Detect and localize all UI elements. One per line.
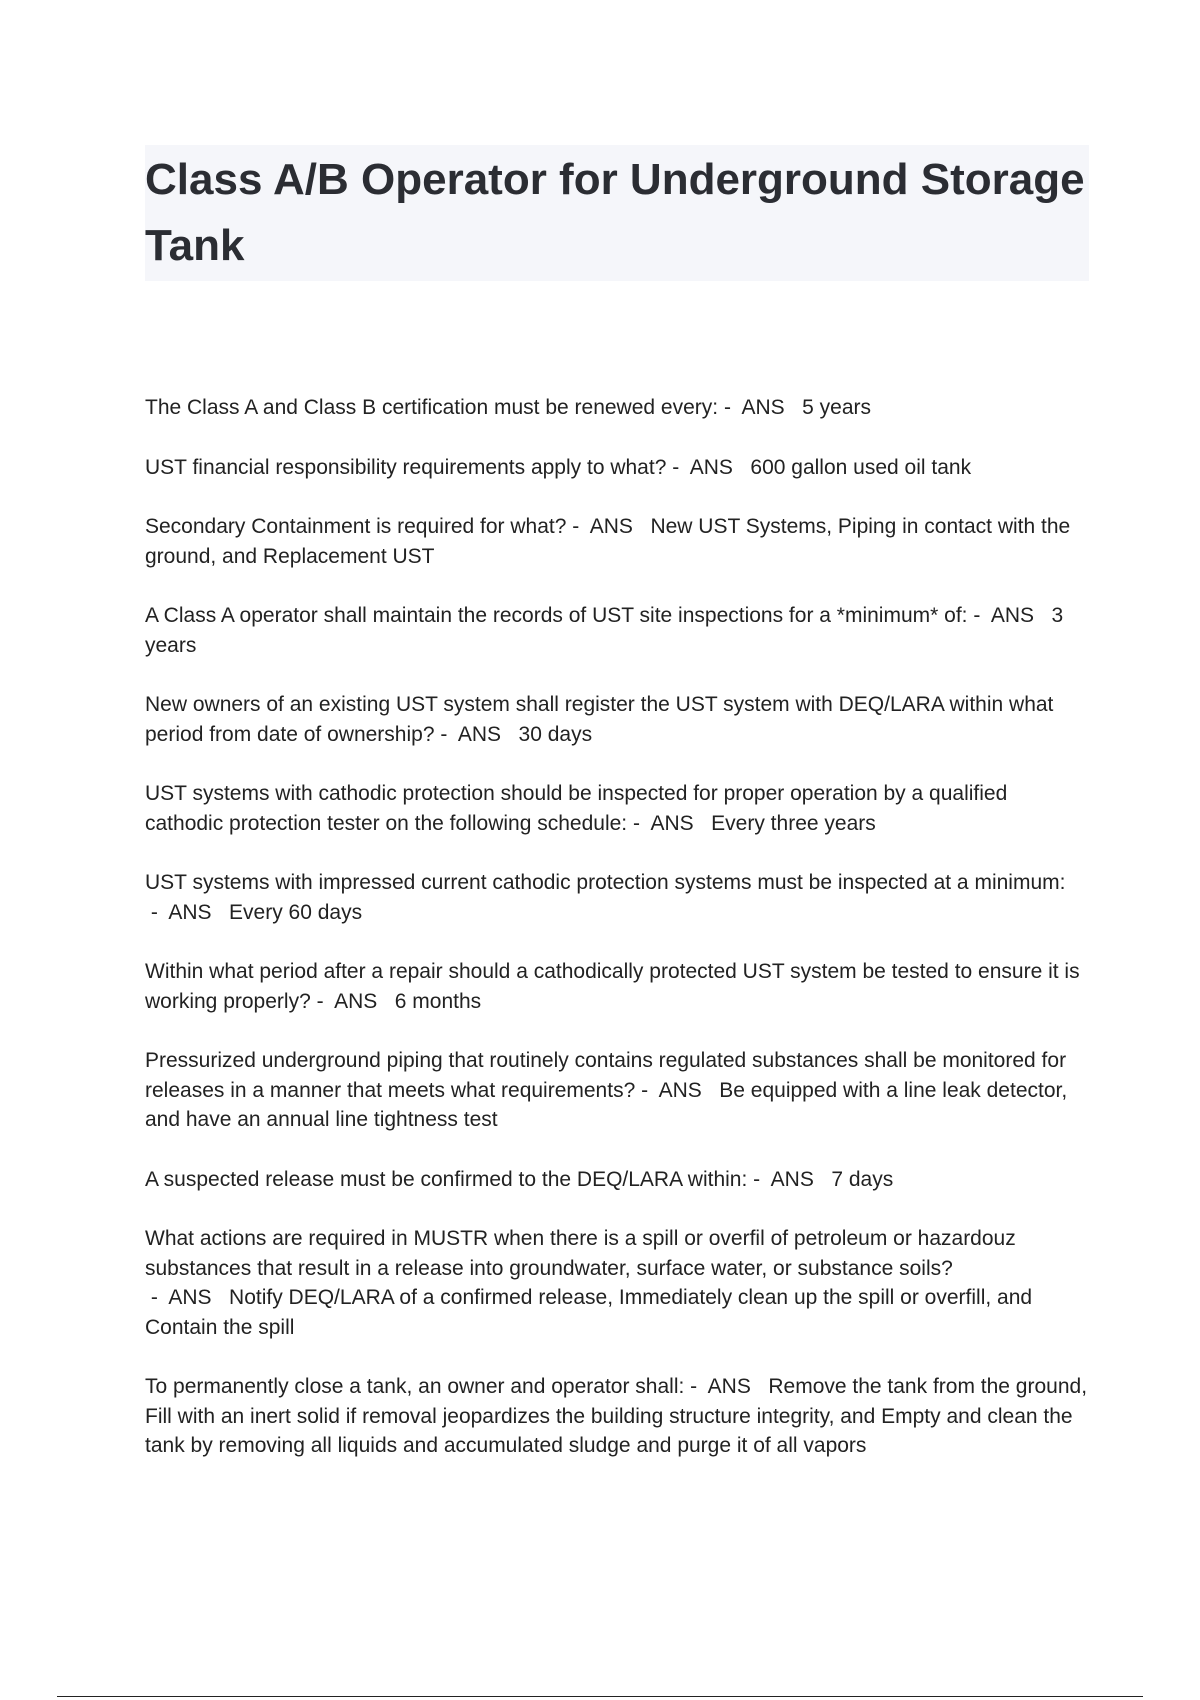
qa-item [145, 393, 1090, 423]
answer-text: 600 gallon used oil tank [750, 455, 972, 479]
answer-marker: - ANS [747, 1167, 832, 1191]
answer-marker: - ANS [145, 900, 230, 924]
question-text: A suspected release must be confirmed to the DEQ/LARA within: [145, 1167, 748, 1191]
answer-marker: - ANS [310, 989, 395, 1013]
qa-item [145, 957, 1090, 1016]
answer-marker: - ANS [718, 396, 803, 419]
answer-marker: - ANS [967, 604, 1052, 627]
answer-text: 7 days [831, 1167, 894, 1191]
page-title: Class A/B Operator for Underground Storage Tank [145, 155, 1085, 270]
answer-marker: - ANS [434, 722, 519, 746]
answer-text: New UST Systems, Piping in contact with the ground, and Replacement UST [145, 515, 1071, 568]
qa-item [145, 690, 1090, 749]
answer-text: Remove the tank from the ground, Fill with an inert solid if removal jeopardizes the building structure integrity, and Empty and clean the tank by removing all liquids and accumulated sludge and purge it of all vapors [145, 1375, 1088, 1457]
answer-marker: - ANS [635, 1078, 720, 1102]
qa-item [145, 868, 1090, 927]
question-text: Within what period after a repair should a cathodically protected UST system be tested to ensure it is working properly? [145, 960, 1080, 1013]
qa-item [145, 1372, 1090, 1461]
qa-item [145, 779, 1090, 838]
qa-item [145, 1165, 1090, 1195]
question-text: What actions are required in MUSTR when there is a spill or overfil of petroleum or hazardouz substances that result in a release into groundwater, surface water, or substance soils? [145, 1227, 1016, 1280]
question-text: UST systems with cathodic protection should be inspected for proper operation by a qualified cathodic protection tester on the following schedule: [145, 782, 1008, 835]
answer-marker: - ANS [684, 1375, 769, 1398]
answer-text: Every 60 days [229, 900, 363, 924]
question-text: To permanently close a tank, an owner and operator shall: [145, 1375, 685, 1398]
question-text: Secondary Containment is required for what? [145, 515, 567, 538]
title-banner [145, 145, 1089, 281]
answer-text: 30 days [518, 722, 593, 746]
answer-text: 6 months [394, 989, 482, 1013]
footer-divider [57, 1696, 1143, 1697]
answer-marker: - ANS [666, 455, 751, 479]
qa-item [145, 453, 1090, 483]
qa-item [145, 1046, 1090, 1135]
question-text: Pressurized underground piping that routinely contains regulated substances shall be monitored for releases in a manner that meets what requirements? [145, 1049, 1067, 1102]
answer-marker: - ANS [627, 811, 712, 835]
answer-text: 5 years [802, 396, 872, 419]
question-text: New owners of an existing UST system shall register the UST system with DEQ/LARA within what period from date of ownership? [145, 693, 1054, 746]
qa-item [145, 601, 1090, 660]
question-text: UST financial responsibility requirements apply to what? [145, 455, 667, 479]
answer-marker: - ANS [145, 1286, 230, 1309]
answer-text: Every three years [711, 811, 876, 835]
qa-item [145, 1224, 1090, 1342]
question-text: UST systems with impressed current cathodic protection systems must be inspected at a minimum: [145, 871, 1066, 894]
question-text: A Class A operator shall maintain the records of UST site inspections for a *minimum* of: [145, 604, 968, 627]
qa-item [145, 512, 1090, 571]
answer-text: Be equipped with a line leak detector, and have an annual line tightness test [145, 1078, 1068, 1131]
qa-list [145, 393, 1090, 1491]
question-text: The Class A and Class B certification must be renewed every: [145, 396, 719, 419]
answer-text: Notify DEQ/LARA of a confirmed release, Immediately clean up the spill or overfill, and Contain the spill [145, 1286, 1033, 1339]
answer-marker: - ANS [566, 515, 651, 538]
answer-text: 3 years [145, 604, 1064, 657]
